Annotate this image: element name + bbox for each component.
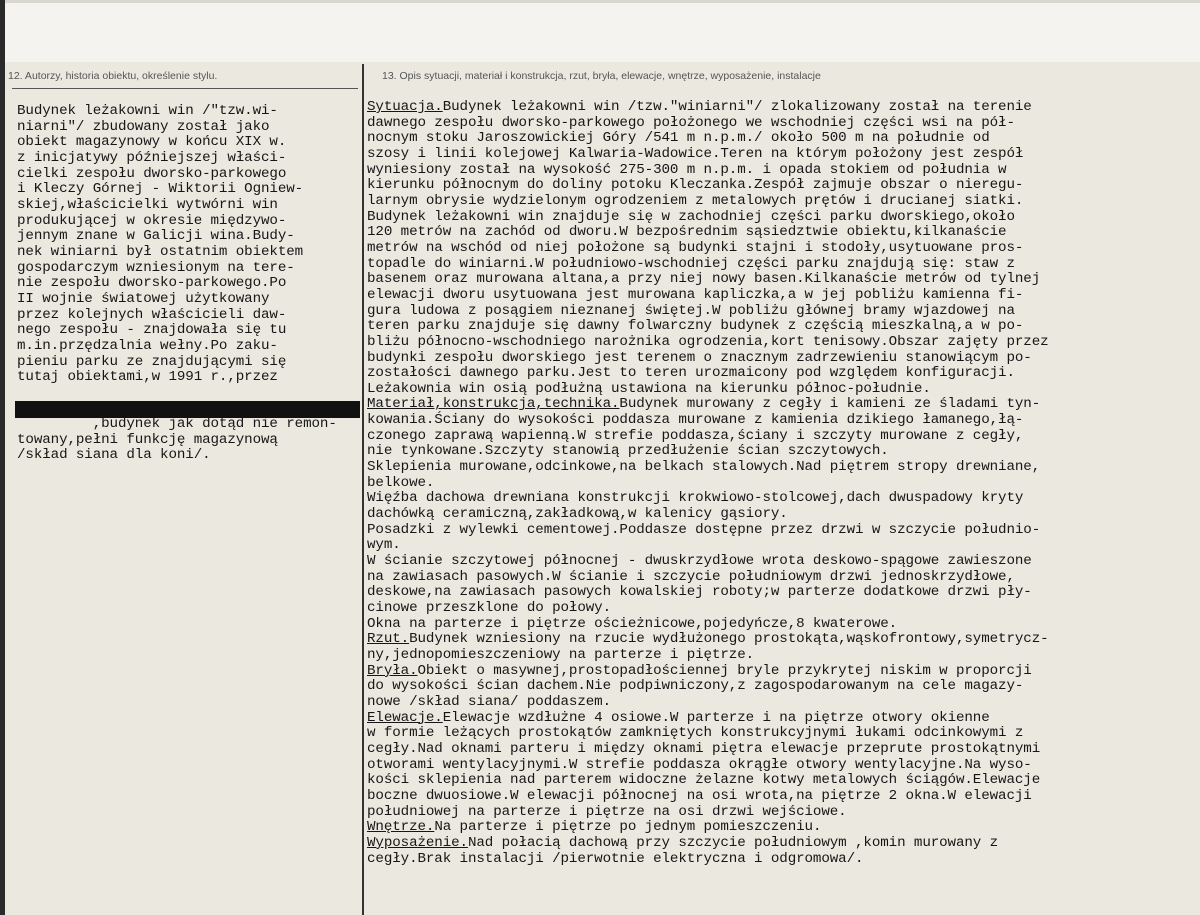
description-line	[367, 335, 1049, 351]
history-line: nego zespołu - znajdowała się tu	[17, 322, 287, 339]
section-heading: Wyposażenie.	[367, 834, 468, 851]
line-text: wym.	[367, 537, 401, 554]
line-text: Sklepienia murowane,odcinkowe,na belkach stalowych.Nad piętrem stropy drewniane,	[367, 459, 1041, 476]
line-text: szosy i linii kolejowej Kalwaria-Wadowice.Teren na którym położony jest zespół	[367, 145, 1024, 162]
description-line	[367, 429, 1049, 445]
line-text: nowe /skład siana/ poddaszem.	[367, 693, 612, 710]
description-line	[367, 304, 1049, 320]
section-heading: Bryła.	[367, 662, 418, 679]
left-edge	[0, 0, 5, 915]
history-line: jennym znane w Galicji wina.Budy-	[17, 228, 295, 245]
line-text: kości sklepienia nad parterem widoczne żelazne kotwy metalowych ściągów.Elewacje	[367, 772, 1041, 789]
section-13-header: 13. Opis sytuacji, materiał i konstrukcja, rzut, bryła, elewacje, wnętrze, wyposażenie, instalacje	[382, 70, 821, 82]
history-line: tutaj obiektami,w 1991 r.,przez	[17, 369, 278, 386]
history-line: ,budynek jak dotąd nie remon-	[17, 416, 337, 432]
history-line: skiej,właścicielki wytwórni win	[17, 196, 278, 213]
line-text: cegły.Nad oknami parteru i między oknami piętra elewacje przeprute prostokątnymi	[367, 740, 1041, 757]
line-text: elewacji dworu usytuowana jest murowana kapliczka,a w jej pobliżu kamienna fi-	[367, 286, 1024, 303]
line-text: Budynek murowany z cegły i kamieni ze śladami tyn-	[619, 396, 1041, 413]
line-text: Posadzki z wylewki cementowej.Poddasze dostępne przez drzwi w szczycie południo-	[367, 521, 1041, 538]
line-text: cegły.Brak instalacji /pierwotnie elektryczna i odgromowa/.	[367, 850, 864, 867]
line-text: basenem oraz murowana altana,a przy niej nowy basen.Kilkanaście metrów od tylnej	[367, 271, 1041, 288]
description-line	[367, 163, 1049, 179]
line-text: czonego zaprawą wapienną.W strefie poddasza,ściany i szczyty murowane z cegły,	[367, 427, 1024, 444]
description-line	[367, 789, 1049, 805]
line-text: cinowe przeszklone do połowy.	[367, 600, 612, 616]
line-text: belkowe.	[367, 474, 435, 491]
line-text: kierunku północnym do doliny potoku Kleczanka.Zespół zajmuje obszar o nieregu-	[367, 177, 1024, 194]
description-line	[367, 460, 1049, 476]
line-text: 120 metrów na zachód od dworu.W bezpośrednim sąsiedztwie obiektu,kilkanaście	[367, 224, 1007, 241]
description-line	[367, 585, 1049, 601]
line-text: zostałości dawnego parku.Jest to teren urozmaicony pod względem konfiguracji.	[367, 365, 1015, 382]
line-text: kowania.Ściany do wysokości poddasza murowane z kamienia dzikiego łamanego,łą-	[367, 412, 1024, 429]
description-line	[367, 679, 1049, 695]
line-text: Na parterze i piętrze po jednym pomieszczeniu.	[434, 819, 822, 836]
history-line: produkującej w okresie międzywo-	[17, 212, 287, 229]
line-text: dawnego zespołu dworsko-parkowego położonego we wschodniej części wsi na pół-	[367, 114, 1015, 131]
description-line	[367, 507, 1049, 523]
line-text: ny,jednopomieszczeniowy na parterze i piętrze.	[367, 646, 755, 663]
description-line	[367, 538, 1049, 554]
history-text	[17, 104, 303, 386]
description-line	[367, 758, 1049, 774]
line-text: budynki zespołu dworskiego jest terenem o znacznym zadrzewieniu stanowiącym po-	[367, 349, 1032, 366]
history-line: i Kleczy Górnej - Wiktorii Ogniew-	[17, 181, 304, 198]
line-text: do wysokości ścian dachem.Nie podpiwniczony,z zagospodarowanym na cele magazy-	[367, 678, 1024, 695]
description-line	[367, 852, 1049, 868]
history-line: m.in.przędzalnia wełny.Po zaku-	[17, 337, 278, 354]
description-line	[367, 836, 1049, 852]
line-text: w formie leżących prostokątów zamkniętych konstrukcyjnymi łukami odcinkowymi z	[367, 725, 1024, 742]
description-line	[367, 820, 1049, 836]
history-text-continued	[17, 417, 337, 464]
description-text	[367, 100, 1049, 867]
line-text: Budynek wzniesiony na rzucie wydłużonego prostokąta,wąskofrontowy,symetrycz-	[409, 631, 1049, 648]
line-text: boczne dwuosiowe.W elewacji północnej na osi wrota,na piętrze 2 okna.W elewacji	[367, 787, 1032, 804]
description-line	[367, 695, 1049, 711]
description-line	[367, 257, 1049, 273]
description-line	[367, 178, 1049, 194]
history-line: nie zespołu dworsko-parkowego.Po	[17, 275, 287, 292]
description-line	[367, 570, 1049, 586]
history-line: II wojnie światowej użytkowany	[17, 290, 270, 307]
column-divider	[362, 64, 364, 915]
description-line	[367, 617, 1049, 633]
description-line	[367, 711, 1049, 727]
section-heading: Materiał,konstrukcja,technika.	[367, 396, 620, 413]
description-line	[367, 100, 1049, 116]
line-text: południowej na parterze i piętrze na osi drzwi wejściowe.	[367, 803, 847, 820]
section-heading: Rzut.	[367, 631, 410, 648]
history-line: gospodarczym wzniesionym na tere-	[17, 259, 295, 276]
history-line: obiekt magazynowy w końcu XIX w.	[17, 134, 287, 151]
line-text: W ścianie szczytowej północnej - dwuskrzydłowe wrota deskowo-spągowe zawieszone	[367, 553, 1032, 570]
history-line: towany,pełni funkcję magazynową	[17, 431, 278, 448]
description-line	[367, 272, 1049, 288]
top-edge	[0, 0, 1200, 3]
line-text: bliżu północno-wschodniego narożnika ogrodzenia,kort tenisowy.Obszar zajęty przez	[367, 333, 1049, 350]
line-text: Obiekt o masywnej,prostopadłościennej bryle przykrytej niskim w proporcji	[417, 662, 1032, 679]
section-heading: Elewacje.	[367, 709, 443, 726]
line-text: Więźba dachowa drewniana konstrukcji krokwiowo-stolcowej,dach dwuspadowy kryty	[367, 490, 1024, 507]
section-heading: Wnętrze.	[367, 819, 435, 836]
description-line	[367, 194, 1049, 210]
line-text: metrów na wschód od niej położone są budynki stajni i stodoły,usytuowane pros-	[367, 239, 1024, 256]
description-line	[367, 288, 1049, 304]
history-line: nek winiarni był ostatnim obiektem	[17, 243, 304, 260]
line-text: larnym obrysie wydzielonym ogrodzeniem z metalowych prętów i drucianej siatki.	[367, 192, 1024, 209]
history-line: przez kolejnych właścicieli daw-	[17, 306, 287, 323]
section-12-header: 12. Autorzy, historia obiektu, określenie stylu.	[8, 70, 218, 82]
description-line	[367, 648, 1049, 664]
page-top-margin	[0, 0, 1200, 62]
history-line: Budynek leżakowni win /"tzw.wi-	[17, 103, 278, 119]
line-text: deskowe,na zawiasach pasowych kowalskiej roboty;w parterze dodatkowe drzwi pły-	[367, 584, 1032, 601]
section-heading: Sytuacja.	[367, 99, 443, 115]
description-line	[367, 351, 1049, 367]
description-line	[367, 742, 1049, 758]
line-text: Elewacje wzdłużne 4 osiowe.W parterze i na piętrze otwory okienne	[442, 709, 990, 726]
description-line	[367, 319, 1049, 335]
description-line	[367, 805, 1049, 821]
description-line	[367, 554, 1049, 570]
description-line	[367, 632, 1049, 648]
description-line	[367, 241, 1049, 257]
description-line	[367, 147, 1049, 163]
description-line	[367, 491, 1049, 507]
history-line: pieniu parku ze znajdującymi się	[17, 353, 287, 370]
line-text: Budynek leżakowni win znajduje się w zachodniej części parku dworskiego,około	[367, 208, 1015, 225]
description-line	[367, 444, 1049, 460]
description-line	[367, 116, 1049, 132]
line-text: nocnym stoku Jaroszowickiej Góry /541 m n.p.m./ około 500 m na południe od	[367, 130, 990, 147]
description-line	[367, 664, 1049, 680]
left-header-rule	[12, 88, 358, 89]
description-line	[367, 476, 1049, 492]
line-text: topadle do winiarni.W południowo-wschodniej części parku znajdują się: staw z	[367, 255, 1015, 272]
description-line	[367, 366, 1049, 382]
description-line	[367, 726, 1049, 742]
line-text: teren parku znajduje się dawny folwarczny budynek z częścią mieszkalną,a w po-	[367, 318, 1024, 335]
line-text: Budynek leżakowni win /tzw."winiarni"/ zlokalizowany został na terenie	[442, 99, 1032, 115]
description-line	[367, 225, 1049, 241]
line-text: dachówką ceramiczną,zakładkową,w kalenicy gąsiory.	[367, 506, 788, 523]
description-line	[367, 131, 1049, 147]
history-line: cielki zespołu dworsko-parkowego	[17, 165, 287, 182]
description-line	[367, 397, 1049, 413]
description-line	[367, 773, 1049, 789]
description-line	[367, 210, 1049, 226]
line-text: wyniesiony został na wysokość 275-300 m n.p.m. i opada stokiem od południa w	[367, 161, 1007, 178]
line-text: otworami wentylacyjnymi.W strefie poddasza okrągłe otwory wentylacyjne.Na wyso-	[367, 756, 1032, 773]
line-text: na zawiasach pasowych.W ścianie i szczycie południowym drzwi jednoskrzydłowe,	[367, 568, 1015, 585]
history-line: /skład siana dla koni/.	[17, 447, 211, 464]
line-text: Nad połacią dachową przy szczycie południowym ,komin murowany z	[467, 834, 999, 851]
line-text: Okna na parterze i piętrze ościeżnicowe,pojedyńcze,8 kwaterowe.	[367, 615, 898, 632]
description-line	[367, 413, 1049, 429]
history-line: z inicjatywy późniejszej właści-	[17, 149, 287, 166]
history-line: niarni"/ zbudowany został jako	[17, 118, 270, 135]
description-line	[367, 523, 1049, 539]
line-text: gura ludowa z posągiem nieznanej świętej.W pobliżu głównej bramy wjazdowej na	[367, 302, 1015, 319]
line-text: Leżakownia win osią podłużną ustawiona na kierunku północ-południe.	[367, 380, 931, 397]
description-line	[367, 601, 1049, 617]
line-text: nie tynkowane.Szczyty stanowią przedłużenie ścian szczytowych.	[367, 443, 889, 460]
description-line	[367, 382, 1049, 398]
